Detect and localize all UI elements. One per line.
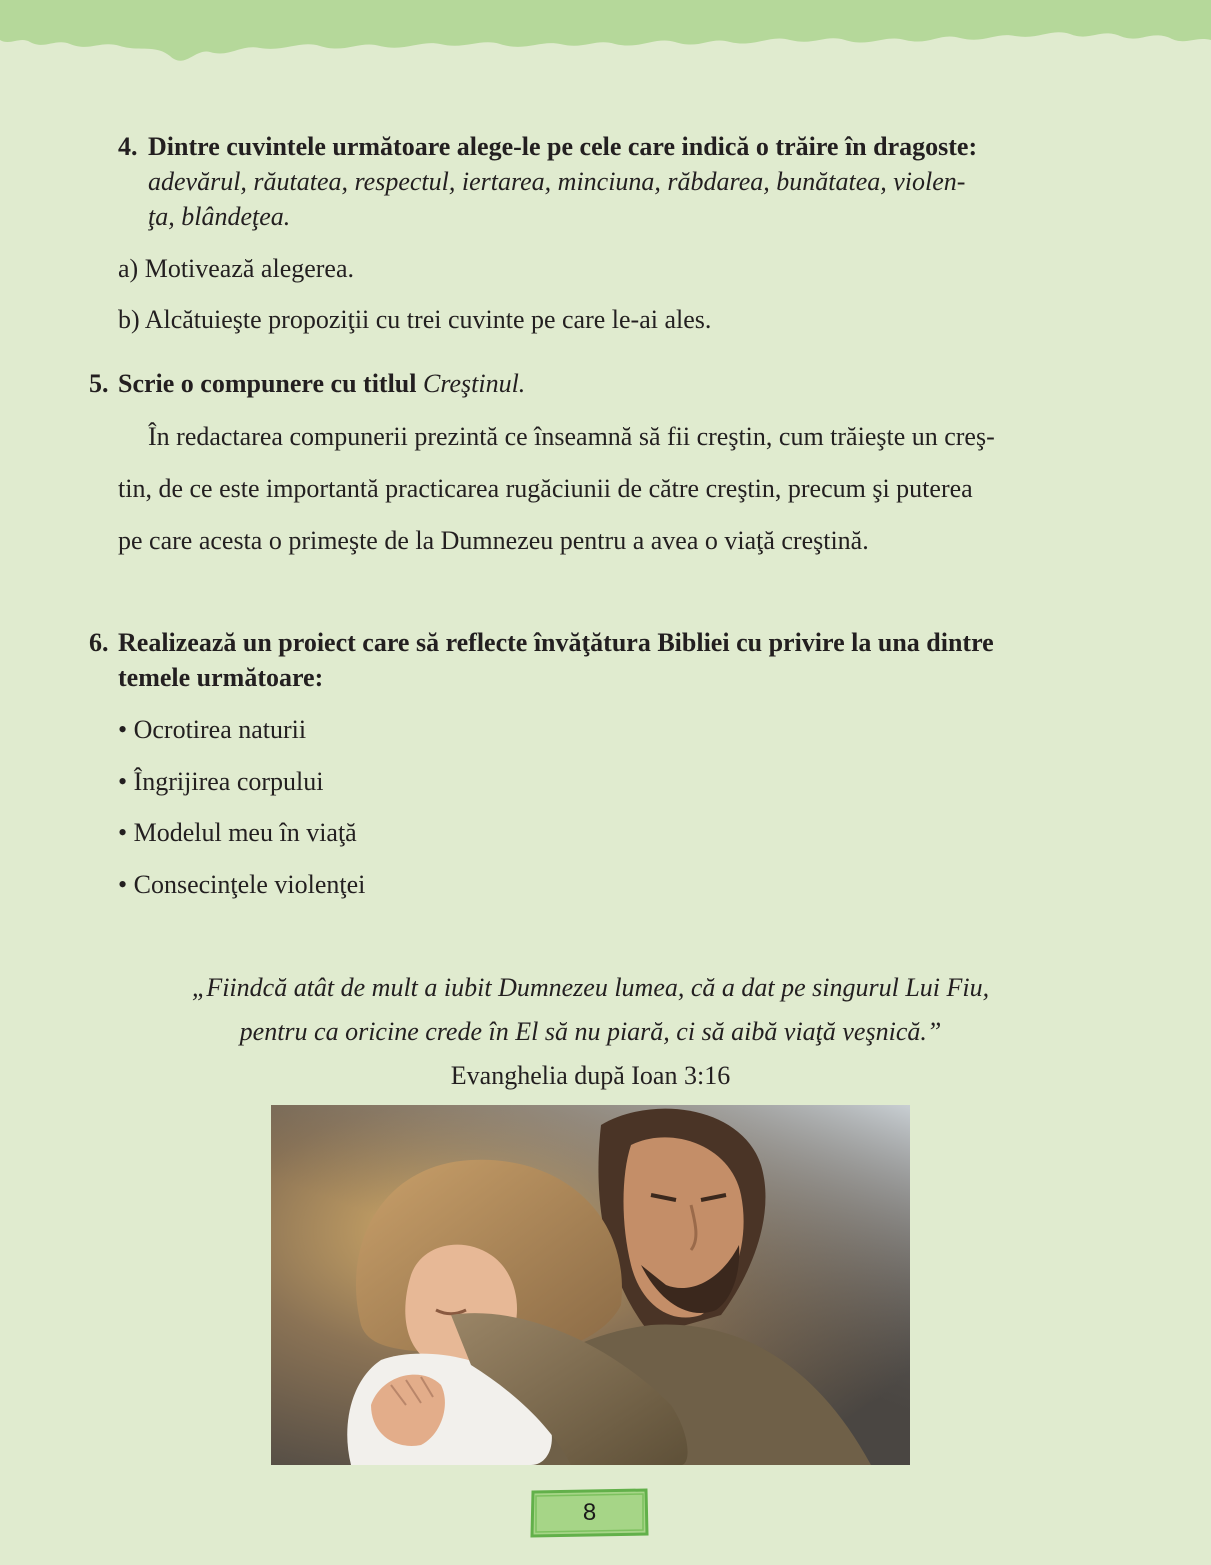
bullet-item: • Ocrotirea naturii xyxy=(118,715,307,744)
bullet-item: • Îngrijirea corpului xyxy=(118,767,324,796)
question-5-line1: În redactarea compunerii prezintă ce înseamnă să fii creştin, cum trăieşte un creş- xyxy=(148,422,995,451)
page-number: 8 xyxy=(582,1499,597,1526)
bible-quote-line1: „Fiindcă atât de mult a iubit Dumnezeu lumea, că a dat pe singurul Lui Fiu, xyxy=(191,973,990,1002)
question-6-number: 6. xyxy=(89,628,109,657)
bible-quote-line2: pentru ca oricine crede în El să nu piară, ci să aibă viaţă veşnică.” xyxy=(239,1017,942,1046)
painting-embrace-image xyxy=(271,1105,910,1465)
bible-quote-source: Evanghelia după Ioan 3:16 xyxy=(450,1061,731,1090)
question-4-words-line1: adevărul, răutatea, respectul, iertarea, minciuna, răbdarea, bunătatea, violen- xyxy=(148,167,966,196)
question-5-line3: pe care acesta o primeşte de la Dumnezeu pentru a avea o viaţă creştină. xyxy=(118,526,869,555)
question-5-title-text: Scrie o compunere cu titlul xyxy=(118,369,417,398)
question-4-number: 4. xyxy=(118,132,138,161)
question-5-title xyxy=(118,367,525,401)
question-4-title: Dintre cuvintele următoare alege-le pe cele care indică o trăire în dragoste: xyxy=(148,132,978,161)
question-4-subitem-b: b) Alcătuieşte propoziţii cu trei cuvinte pe care le-ai ales. xyxy=(118,305,712,334)
bullet-item: • Consecinţele violenţei xyxy=(118,870,366,899)
question-4-words-line2: ţa, blândeţea. xyxy=(148,202,291,231)
question-4-subitem-a: a) Motivează alegerea. xyxy=(118,254,355,283)
top-decorative-band xyxy=(0,0,1211,80)
question-5-line2: tin, de ce este importantă practicarea rugăciunii de către creştin, precum şi puterea xyxy=(118,474,973,503)
bullet-item: • Modelul meu în viaţă xyxy=(118,818,357,847)
question-6-title-line2: temele următoare: xyxy=(118,663,324,692)
question-5-number: 5. xyxy=(89,369,109,398)
question-5-title-italic: Creştinul. xyxy=(422,369,526,398)
question-6-title-line1: Realizează un proiect care să reflecte învăţătura Bibliei cu privire la una dintre xyxy=(118,628,994,657)
